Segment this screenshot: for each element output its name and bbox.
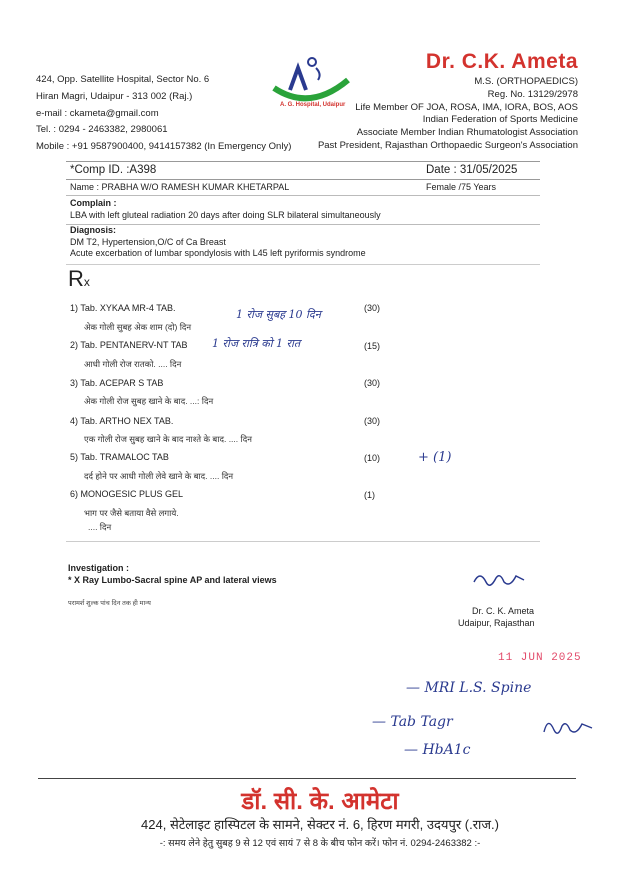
logo-text: A. G. Hospital, Udaipur [280,102,346,108]
rx-r: R [68,266,84,291]
medicine-instruction: एक गोली रोज सुबह खाने के बाद नाश्ते के बाद. .... दिन [84,434,252,444]
rx-symbol [68,266,90,292]
medicine-line: 2) Tab. PENTANERV-NT TAB [70,340,188,350]
footer-doctor-name: डॉ. सी. के. आमेटा [241,788,399,815]
credential-line: Indian Federation of Sports Medicine [422,114,578,126]
credential-line: Associate Member Indian Rhumatologist Association [356,127,578,139]
credential-line: Life Member OF JOA, ROSA, IMA, IORA, BOS, AOS [355,101,578,113]
medicine-qty: (1) [364,490,375,500]
footer-timing: -: समय लेने हेतु सुबह 9 से 12 एवं सायं 7 से 8 के बीच फोन करें। फोन नं. 0294-2463382 :- [159,838,481,849]
medicine-instruction: भाग पर जैसे बताया वैसे लगाये. [84,508,179,518]
complain-label: Complain : [70,198,117,208]
diagnosis-line: Acute excerbation of lumbar spondylosis with L45 left pyriformis syndrome [70,248,366,258]
handwritten-line: — MRI L.S. Spine [406,680,532,696]
clinic-address [36,74,306,154]
signature-place: Udaipur, Rajasthan [458,618,535,628]
credential-line: M.S. (ORTHOPAEDICS) [474,76,578,87]
rx-sub: x [83,275,90,289]
handwritten-signature [540,712,596,747]
credential-line: Reg. No. 13129/2978 [487,88,578,100]
patient-gender-age: Female /75 Years [426,182,497,192]
date-stamp: 11 JUN 2025 [498,652,582,664]
medicine-qty: (30) [364,416,381,426]
doctor-credentials [318,76,578,153]
address-line: Hiran Magri, Udaipur - 313 002 (Raj.) [36,90,193,102]
mobile-line: Mobile : +91 9587900400, 9414157382 (In Emergency Only) [36,141,292,153]
medicine-instruction: अेक गोली रोज सुबह खाने के बाद. ...: दिन [84,396,214,406]
diagnosis-label: Diagnosis: [70,225,117,235]
comp-id: *Comp ID. :A398 [70,164,157,176]
doctor-block [318,50,578,153]
medicine-line: 4) Tab. ARTHO NEX TAB. [70,416,174,426]
handwritten-note: 1 रोज सुबह 10 दिन [236,308,321,321]
fee-validity-note: परामर्श शुल्क पांच दिन तक ही मान्य [68,600,151,607]
handwritten-line: — Tab Tagr [372,714,453,730]
credential-line: Past President, Rajasthan Orthopaedic Surgeon's Association [317,140,578,152]
diagnosis-line: DM T2, Hypertension,O/C of Ca Breast [70,237,226,247]
medicine-qty: (30) [364,303,381,313]
doctor-name: Dr. C.K. Ameta [425,50,578,73]
medicine-line: 3) Tab. ACEPAR S TAB [70,378,164,388]
patient-name: Name : PRABHA W/O RAMESH KUMAR KHETARPAL [70,182,290,192]
handwritten-line: — HbA1c [404,742,471,758]
investigation-text: * X Ray Lumbo-Sacral spine AP and lateral views [68,575,277,585]
medicine-instruction: .... दिन [88,522,112,532]
email-line: e-mail : ckameta@gmail.com [36,107,159,119]
handwritten-note: 1 रोज रात्रि को 1 रात [212,337,301,350]
medicine-instruction: अेक गोली सुबह अेक शाम (दो) दिन [84,322,192,332]
handwritten-note: + (1) [418,450,452,465]
signature-name: Dr. C. K. Ameta [472,606,535,616]
investigation-label: Investigation : [68,563,130,573]
medicine-qty: (30) [364,378,381,388]
medicine-qty: (10) [364,453,381,463]
medicine-qty: (15) [364,341,381,351]
medicine-line: 5) Tab. TRAMALOC TAB [70,452,169,462]
medicine-instruction: आधी गोली रोज रातको. .... दिन [84,359,182,369]
medicine-instruction: दर्द होने पर आधी गोली लेवे खाने के बाद. .... दिन [84,471,234,481]
medicine-line: 6) MONOGESIC PLUS GEL [70,489,184,499]
tel-line: Tel. : 0294 - 2463382, 2980061 [36,124,168,136]
visit-date: Date : 31/05/2025 [426,164,518,176]
complain-text: LBA with left gluteal radiation 20 days after doing SLR bilateral simultaneously [70,210,381,220]
footer-address: 424, सेटेलाइट हास्पिटल के सामने, सेक्टर नं. 6, हिरण मगरी, उदयपुर (.राज.) [141,817,499,832]
address-line: 424, Opp. Satellite Hospital, Sector No. 6 [36,74,210,85]
medicine-line: 1) Tab. XYKAA MR-4 TAB. [70,303,176,313]
doctor-signature [470,568,530,597]
